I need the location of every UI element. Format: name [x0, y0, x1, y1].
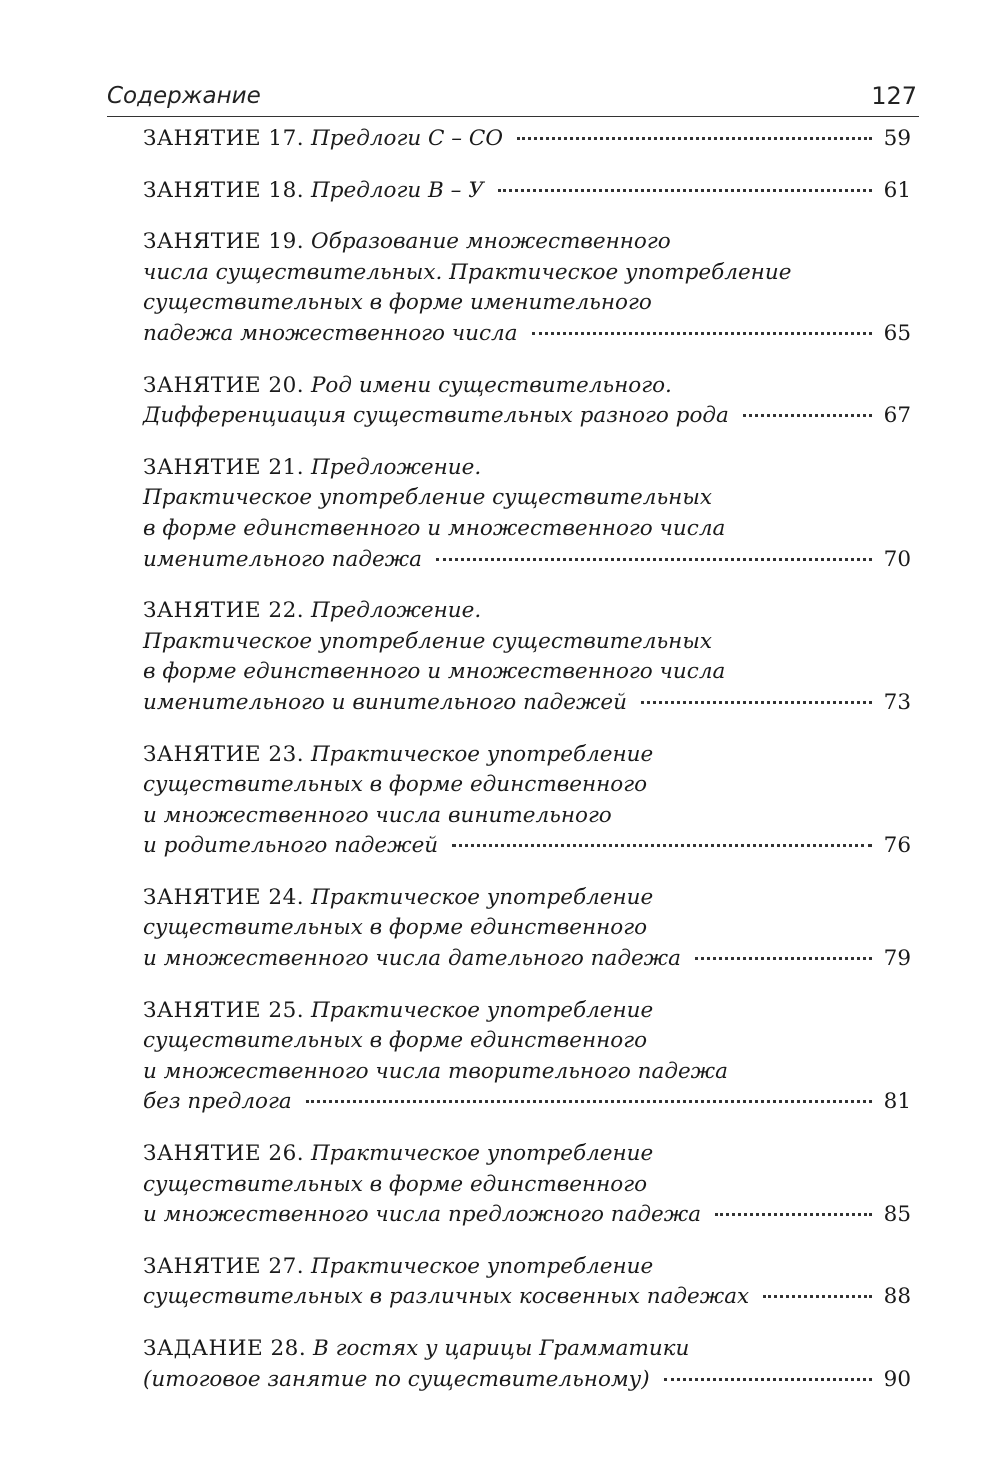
toc-entry-label: ЗАНЯТИЕ 17.: [143, 126, 305, 151]
toc-entry-line: [143, 596, 911, 627]
toc-entry-title: существительных в различных косвенных падежах: [143, 1284, 750, 1310]
toc-entry: [143, 124, 911, 155]
toc-entry-label: ЗАДАНИЕ 28.: [143, 1336, 307, 1361]
toc-page-number: 70: [883, 546, 911, 572]
toc-entry-title: и множественного числа дательного падежа: [143, 946, 681, 972]
toc-entry-line: [143, 288, 911, 319]
toc-entry-title: существительных в форме единственного: [143, 915, 648, 941]
dot-leader: [695, 957, 872, 960]
toc-entry-line: [143, 770, 911, 801]
toc-page-number: 81: [883, 1089, 911, 1115]
toc-entry-label: ЗАНЯТИЕ 26.: [143, 1141, 305, 1167]
toc-entry-title: Практическое употребление: [310, 1253, 654, 1279]
toc-entry-line: [143, 1139, 911, 1170]
toc-entry-label: ЗАНЯТИЕ 22.: [143, 598, 305, 624]
dot-leader: [763, 1295, 872, 1298]
toc-entry-title: существительных в форме именительного: [143, 290, 652, 316]
toc-entry-line: [143, 831, 911, 862]
toc-entry-title: Род имени существительного.: [310, 372, 672, 398]
toc-entry-line: [143, 1365, 911, 1396]
toc-entry-line: [143, 258, 911, 289]
dot-leader: [715, 1213, 872, 1216]
toc-entry-line: [143, 227, 911, 258]
toc-entry: [143, 176, 911, 207]
toc-entry-title: и родительного падежей: [143, 833, 439, 859]
toc-entry-label: ЗАНЯТИЕ 24.: [143, 884, 305, 910]
toc-entry-title: в форме единственного и множественного числа: [143, 515, 726, 541]
toc-entry: [143, 883, 911, 975]
dot-leader: [517, 137, 872, 140]
toc-entry-line: [143, 319, 911, 350]
toc-entry-line: [143, 944, 911, 975]
toc-entry-title: Практическое употребление: [310, 741, 654, 767]
toc-entry-title: Практическое употребление: [310, 1141, 654, 1167]
toc-entry: [143, 371, 911, 432]
toc-entry-title: и множественного числа винительного: [143, 802, 612, 828]
dot-leader: [532, 332, 872, 335]
toc-entry: [143, 1252, 911, 1313]
toc-page-number: 79: [883, 946, 911, 972]
toc-entry-line: [143, 1282, 911, 1313]
toc-entry-title: существительных в форме единственного: [143, 1171, 648, 1197]
toc-entry-label: ЗАНЯТИЕ 23.: [143, 741, 305, 767]
toc-entry-title: в форме единственного и множественного числа: [143, 659, 726, 685]
toc-entry-line: [143, 1170, 911, 1201]
toc-entry: [143, 227, 911, 349]
toc-entry-title: именительного и винительного падежей: [143, 689, 627, 715]
toc-entry-line: [143, 483, 911, 514]
toc-entry-line: [143, 627, 911, 658]
table-of-contents: [143, 124, 911, 1416]
dot-leader: [498, 189, 872, 192]
dot-leader: [641, 701, 872, 704]
toc-page-number: 88: [883, 1284, 911, 1310]
toc-entry-line: [143, 1087, 911, 1118]
toc-entry-line: [143, 371, 911, 402]
toc-entry-title: числа существительных. Практическое употребление: [143, 259, 792, 285]
toc-page-number: 90: [883, 1366, 911, 1392]
toc-entry-label: ЗАНЯТИЕ 18.: [143, 177, 305, 203]
toc-entry-title: Дифференциация существительных разного рода: [143, 403, 729, 429]
toc-entry-line: [143, 1334, 911, 1365]
toc-entry-line: [143, 1252, 911, 1283]
dot-leader: [664, 1378, 872, 1381]
toc-entry: [143, 1139, 911, 1231]
toc-entry-title: Образование множественного: [310, 229, 671, 255]
toc-entry-title: и множественного числа творительного падежа: [143, 1058, 728, 1084]
toc-entry-line: [143, 996, 911, 1027]
toc-entry-title: именительного падежа: [143, 546, 422, 572]
dot-leader: [743, 414, 872, 417]
toc-entry-line: [143, 401, 911, 432]
dot-leader: [436, 558, 872, 561]
toc-entry-title: существительных в форме единственного: [143, 772, 648, 798]
toc-page-number: 76: [883, 833, 911, 859]
toc-entry-line: [143, 176, 911, 207]
toc-entry-label: ЗАНЯТИЕ 20.: [143, 372, 305, 398]
toc-entry-line: [143, 688, 911, 719]
running-head: [107, 80, 919, 117]
toc-entry-line: [143, 1026, 911, 1057]
toc-entry-line: [143, 514, 911, 545]
toc-entry-title: Предложение.: [310, 598, 482, 624]
toc-entry-line: [143, 913, 911, 944]
toc-entry: [143, 1334, 911, 1395]
toc-entry-title: Практическое употребление: [310, 884, 654, 910]
toc-entry: [143, 740, 911, 862]
toc-entry-line: [143, 453, 911, 484]
toc-entry-line: [143, 1057, 911, 1088]
toc-entry-title: Предлоги В – У: [310, 177, 484, 203]
toc-entry-title: В гостях у царицы Грамматики: [313, 1336, 690, 1361]
toc-entry-title: (итоговое занятие по существительному): [143, 1366, 650, 1392]
toc-entry-title: существительных в форме единственного: [143, 1028, 648, 1054]
toc-page-number: 61: [883, 177, 911, 203]
toc-entry-title: Практическое употребление существительных: [143, 485, 712, 511]
toc-entry-line: [143, 545, 911, 576]
toc-entry-line: [143, 883, 911, 914]
toc-entry-title: Предложение.: [310, 454, 482, 480]
toc-entry-label: ЗАНЯТИЕ 25.: [143, 997, 305, 1023]
toc-entry-label: ЗАНЯТИЕ 21.: [143, 454, 305, 480]
toc-entry-line: [143, 740, 911, 771]
toc-entry-line: [143, 124, 911, 155]
toc-entry-label: ЗАНЯТИЕ 19.: [143, 229, 305, 255]
toc-page-number: 73: [883, 689, 911, 715]
toc-entry-line: [143, 801, 911, 832]
toc-entry: [143, 996, 911, 1118]
toc-entry: [143, 453, 911, 575]
toc-entry-title: Практическое употребление существительных: [143, 628, 712, 654]
toc-entry-title: Предлоги С – СО: [310, 126, 503, 151]
toc-entry: [143, 596, 911, 718]
toc-entry-title: Практическое употребление: [310, 997, 654, 1023]
page-number: 127: [871, 82, 917, 110]
dot-leader: [306, 1100, 872, 1103]
toc-page-number: 65: [883, 320, 911, 346]
toc-entry-title: и множественного числа предложного падежа: [143, 1202, 702, 1228]
toc-page-number: 67: [883, 403, 911, 429]
toc-entry-line: [143, 657, 911, 688]
toc-page-number: 85: [883, 1202, 911, 1228]
toc-entry-title: без предлога: [143, 1089, 292, 1115]
toc-page-number: 59: [883, 126, 911, 151]
toc-entry-label: ЗАНЯТИЕ 27.: [143, 1253, 305, 1279]
toc-entry-title: падежа множественного числа: [143, 320, 518, 346]
toc-entry-line: [143, 1200, 911, 1231]
dot-leader: [452, 844, 871, 847]
section-title: Содержание: [107, 83, 261, 109]
